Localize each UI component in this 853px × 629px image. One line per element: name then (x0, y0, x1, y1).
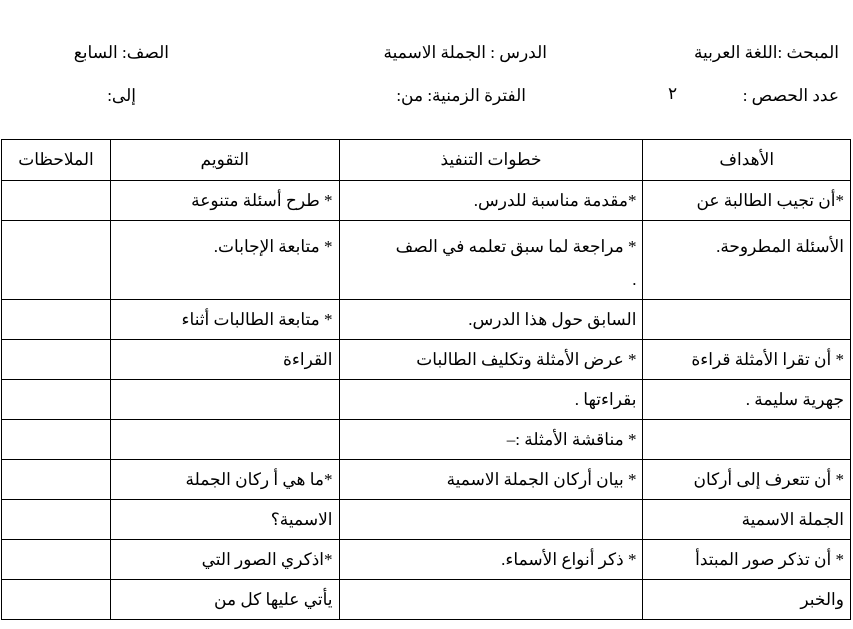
subject-label: المبحث :اللغة العربية (693, 43, 839, 62)
evaluation-cell: *اذكري الصور التي (111, 540, 339, 580)
table-header-row (2, 140, 851, 181)
steps-cell (339, 580, 643, 620)
goals-cell: الجملة الاسمية (643, 500, 851, 540)
steps-cell (339, 500, 643, 540)
period-label: الفترة الزمنية: من: (396, 86, 526, 105)
goals-cell: * أن تقرا الأمثلة قراءة (643, 340, 851, 380)
evaluation-cell: الاسمية؟ (111, 500, 339, 540)
evaluation-cell (111, 420, 339, 460)
goals-cell: والخبر (643, 580, 851, 620)
header-notes: الملاحظات (2, 140, 111, 181)
sessions-label: عدد الحصص : (742, 86, 839, 105)
notes-cell (2, 580, 111, 620)
table-row (2, 181, 851, 221)
steps-cell: * مناقشة الأمثلة :– (339, 420, 643, 460)
steps-text-continued: . (632, 270, 637, 289)
evaluation-cell: يأتي عليها كل من (111, 580, 339, 620)
steps-cell (339, 221, 643, 300)
table-row (2, 221, 851, 300)
notes-cell (2, 221, 111, 300)
goals-cell (643, 221, 851, 300)
notes-cell (2, 500, 111, 540)
evaluation-cell: * طرح أسئلة متنوعة (111, 181, 339, 221)
steps-cell: * عرض الأمثلة وتكليف الطالبات (339, 340, 643, 380)
grade-label: الصف: السابع (73, 43, 169, 62)
steps-cell: السابق حول هذا الدرس. (339, 300, 643, 340)
steps-cell: * ذكر أنواع الأسماء. (339, 540, 643, 580)
header-evaluation: التقويم (111, 140, 339, 181)
table-row (2, 420, 851, 460)
lesson-label: الدرس : الجملة الاسمية (383, 43, 547, 62)
steps-cell: بقراءتها . (339, 380, 643, 420)
to-label: إلى: (107, 86, 136, 105)
notes-cell (2, 340, 111, 380)
goals-cell: جهرية سليمة . (643, 380, 851, 420)
steps-cell: *مقدمة مناسبة للدرس. (339, 181, 643, 221)
evaluation-cell: *ما هي أ ركان الجملة (111, 460, 339, 500)
notes-cell (2, 460, 111, 500)
evaluation-cell: القراءة (111, 340, 339, 380)
notes-cell (2, 380, 111, 420)
notes-cell (2, 181, 111, 221)
evaluation-cell (111, 380, 339, 420)
sessions-value: ٢ (668, 84, 678, 103)
goals-text: الأسئلة المطروحة. (716, 237, 844, 256)
table-row (2, 340, 851, 380)
table-row (2, 540, 851, 580)
table-row (2, 460, 851, 500)
goals-cell: * أن تتعرف إلى أركان (643, 460, 851, 500)
notes-cell (2, 420, 111, 460)
evaluation-cell (111, 221, 339, 300)
goals-cell: * أن تذكر صور المبتدأ (643, 540, 851, 580)
steps-text: * مراجعة لما سبق تعلمه في الصف (395, 237, 637, 256)
evaluation-text: * متابعة الإجابات. (213, 237, 333, 256)
notes-cell (2, 300, 111, 340)
steps-cell: * بيان أركان الجملة الاسمية (339, 460, 643, 500)
notes-cell (2, 540, 111, 580)
table-row (2, 500, 851, 540)
goals-cell (643, 420, 851, 460)
lesson-plan-table (1, 139, 851, 620)
goals-cell (643, 300, 851, 340)
table-row (2, 300, 851, 340)
header-steps: خطوات التنفيذ (339, 140, 643, 181)
table-row (2, 580, 851, 620)
table-row (2, 380, 851, 420)
evaluation-cell: * متابعة الطالبات أثناء (111, 300, 339, 340)
header-goals: الأهداف (643, 140, 851, 181)
goals-cell: *أن تجيب الطالبة عن (643, 181, 851, 221)
